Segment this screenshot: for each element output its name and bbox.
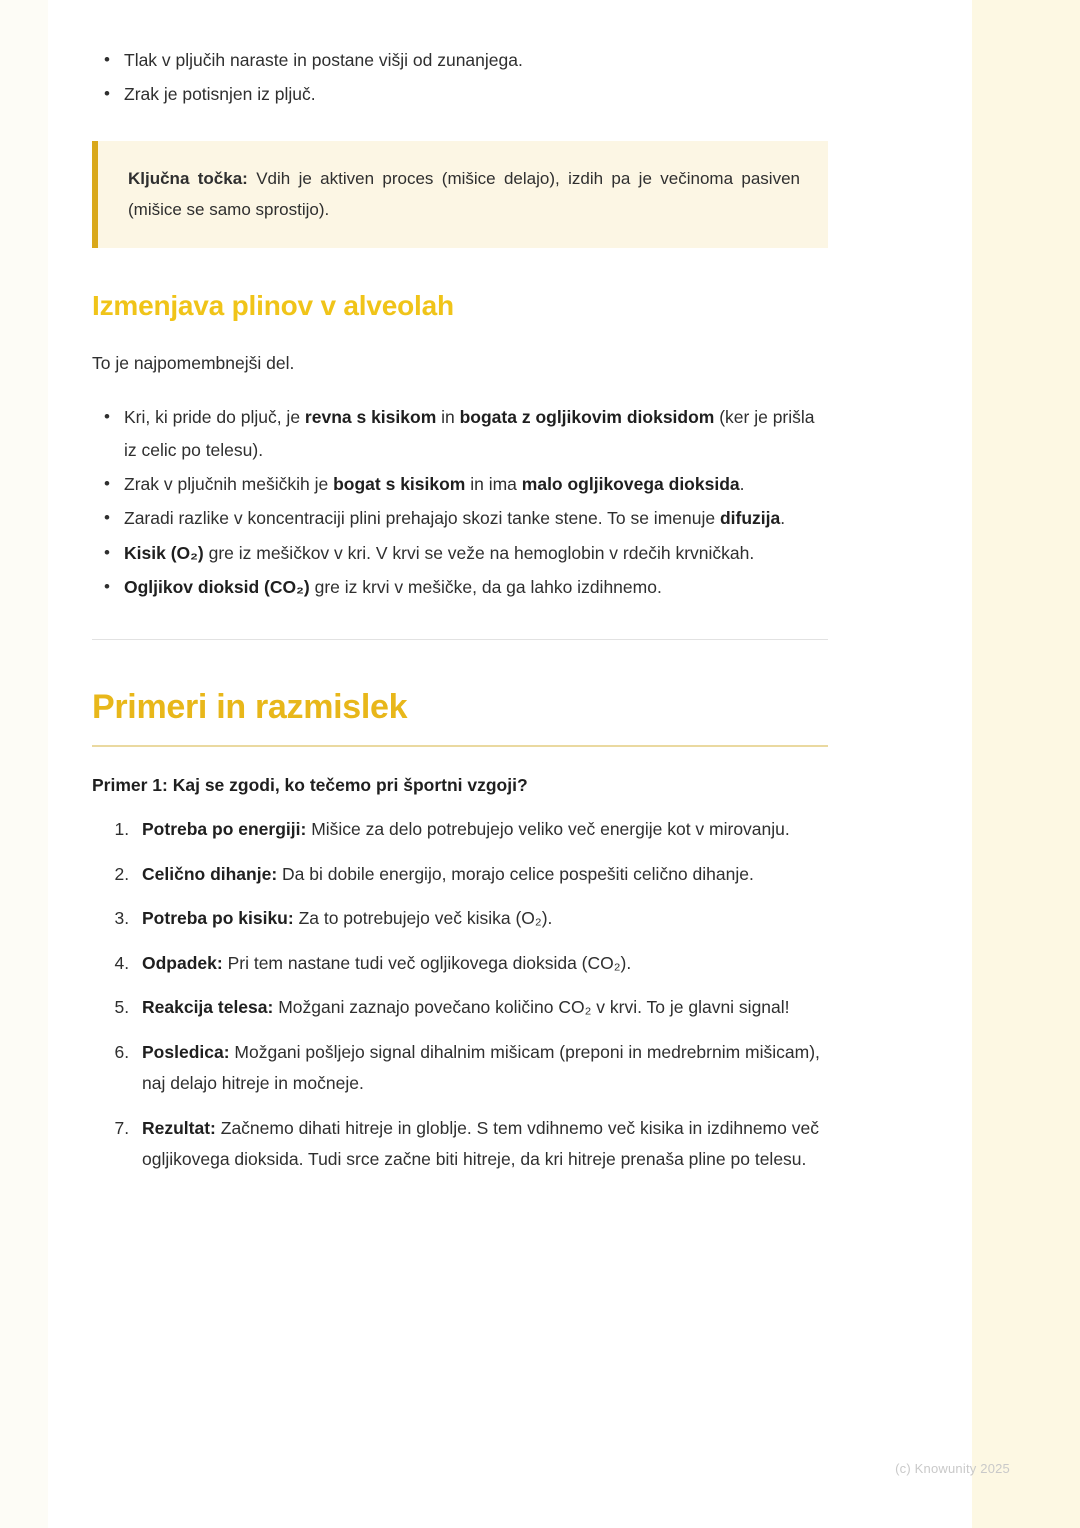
step-6-label: Posledica: bbox=[142, 1041, 230, 1062]
page-right-margin-divider bbox=[967, 0, 972, 1528]
gas-item-1-bold1: revna s kisikom bbox=[304, 407, 437, 428]
list-item bbox=[134, 1113, 828, 1176]
list-item bbox=[134, 903, 828, 935]
step-1-label: Potreba po energiji: bbox=[142, 819, 307, 840]
key-point-text: Vdih je aktiven proces (mišice delajo), izdih pa je večinoma pasiven (mišice se samo sprostijo). bbox=[128, 168, 800, 220]
section-heading-gas-exchange: Izmenjava plinov v alveolah bbox=[92, 289, 454, 321]
list-item bbox=[92, 44, 828, 76]
page-left-margin bbox=[0, 0, 48, 1528]
section-heading-examples: Primeri in razmislek bbox=[92, 688, 408, 727]
step-7-label: Rezultat: bbox=[142, 1117, 216, 1138]
gas-item-4-bold1: Kisik (O₂) bbox=[124, 542, 204, 563]
gas-item-5-bold1: Ogljikov dioksid (CO₂) bbox=[124, 577, 310, 597]
page-right-margin bbox=[972, 0, 1080, 1528]
gas-item-2-bold2: malo ogljikovega dioksida bbox=[521, 473, 740, 494]
gas-item-1-part2: in bbox=[436, 407, 460, 428]
step-3-text: Za to potrebujejo več kisika (O₂). bbox=[293, 908, 553, 929]
gas-exchange-intro: To je najpomembnejši del. bbox=[92, 352, 295, 373]
document-content bbox=[92, 44, 828, 1189]
intro-bullet-list bbox=[92, 44, 828, 111]
step-4-label: Odpadek: bbox=[142, 952, 223, 973]
gas-item-3-part1: Zaradi razlike v koncentraciji plini prehajajo skozi tanke stene. To se imenuje bbox=[124, 508, 720, 529]
list-item bbox=[92, 78, 828, 110]
example-steps-list bbox=[92, 814, 828, 1176]
key-point-callout bbox=[92, 141, 828, 248]
gas-item-1-part1: Kri, ki pride do pljuč, je bbox=[124, 407, 305, 428]
step-1-text: Mišice za delo potrebujejo veliko več energije kot v mirovanju. bbox=[306, 819, 790, 840]
intro-bullet-text-1: Tlak v pljučih naraste in postane višji od zunanjega. bbox=[124, 50, 523, 70]
gas-item-4-part2: gre iz mešičkov v kri. V krvi se veže na hemoglobin v rdečih krvničkah. bbox=[203, 542, 755, 563]
key-point-label: Ključna točka: bbox=[128, 168, 248, 188]
list-item bbox=[134, 814, 828, 846]
step-2-label: Celično dihanje: bbox=[142, 863, 278, 884]
gas-item-3-bold1: difuzija bbox=[719, 508, 781, 529]
list-item bbox=[92, 502, 828, 534]
gas-exchange-list bbox=[92, 401, 828, 603]
list-item bbox=[134, 992, 828, 1024]
gas-item-2-part2: in ima bbox=[465, 473, 522, 494]
step-2-text: Da bi dobile energijo, morajo celice pospešiti celično dihanje. bbox=[277, 863, 754, 884]
step-5-text: Možgani zaznajo povečano količino CO₂ v krvi. To je glavni signal! bbox=[273, 997, 790, 1018]
section-divider bbox=[92, 639, 828, 640]
step-4-text: Pri tem nastane tudi več ogljikovega dioksida (CO₂). bbox=[222, 952, 632, 973]
watermark: (c) Knowunity 2025 bbox=[895, 1461, 1010, 1476]
gas-item-5-part2: gre iz krvi v mešičke, da ga lahko izdihnemo. bbox=[309, 577, 662, 597]
example-subtitle: Primer 1: Kaj se zgodi, ko tečemo pri športni vzgoji? bbox=[92, 775, 528, 796]
list-item bbox=[92, 537, 828, 569]
gas-item-3-part2: . bbox=[780, 508, 786, 529]
list-item bbox=[134, 859, 828, 891]
step-6-text: Možgani pošljejo signal dihalnim mišicam (preponi in medrebrnim mišicam), naj delajo hitreje in močneje. bbox=[142, 1041, 820, 1094]
gas-item-1-part3: (ker je prišla iz celic po telesu). bbox=[124, 407, 815, 460]
list-item bbox=[92, 571, 828, 603]
gas-item-2-part1: Zrak v pljučnih mešičkih je bbox=[124, 473, 334, 494]
step-7-text: Začnemo dihati hitreje in globlje. S tem vdihnemo več kisika in izdihnemo več ogljikovega dioksida. Tudi srce začne biti hitreje, da kri hitreje prenaša pline po telesu. bbox=[142, 1117, 819, 1170]
gas-item-2-bold1: bogat s kisikom bbox=[333, 473, 466, 494]
gas-item-1-bold2: bogata z ogljikovim dioksidom bbox=[459, 407, 715, 428]
list-item bbox=[134, 1037, 828, 1100]
list-item bbox=[92, 401, 828, 466]
list-item bbox=[92, 468, 828, 500]
intro-bullet-text-2: Zrak je potisnjen iz pljuč. bbox=[124, 84, 316, 105]
step-5-label: Reakcija telesa: bbox=[142, 997, 274, 1018]
section-heading-underline bbox=[92, 745, 828, 747]
list-item bbox=[134, 948, 828, 980]
gas-item-2-part3: . bbox=[739, 473, 745, 494]
step-3-label: Potreba po kisiku: bbox=[142, 908, 294, 929]
